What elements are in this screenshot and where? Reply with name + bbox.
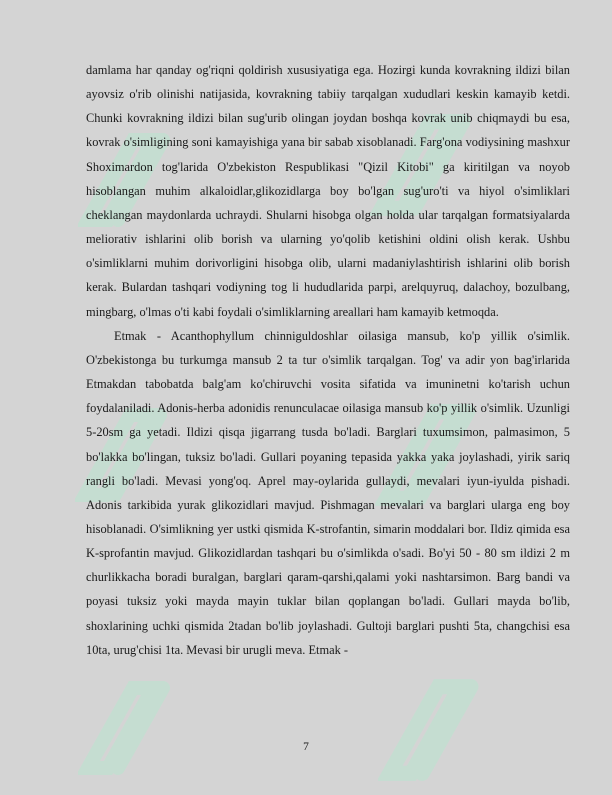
watermark-logo-icon	[78, 668, 178, 788]
paragraph: Etmak - Acanthophyllum chinniguldoshlar oilasiga mansub, ko'p yillik o'simlik. O'zbekistonga bu turkumga mansub 2 ta tur o'simlik tarqalgan. Tog' va adir yon bag'irlarida Etmakdan tabobatda balg'am ko'chiruvchi vosita sifatida va imuninetni ko'tarish uchun foydalaniladi. Adonis-herba adonidis renunculacae oilasiga mansub ko'p yillik o'simlik. Uzunligi 5-20sm ga yetadi. Ildizi qisqa jigarrang tusda bo'ladi. Barglari tuxumsimon, palmasimon, 5 bo'lakka bo'lingan, tuksiz bo'ladi. Gullari poyaning tepasida yakka yaka joylashadi, yirik sariq rangli bo'ladi. Mevasi yong'oq. Aprel may-oylarida gullaydi, mevalari iyun-iyulda pishadi. Adonis tarkibida yurak glikozidlari mavjud. Pishmagan mevalari va barglari ularga eng boy hisoblanadi. O'simlikning yer ustki qismida K-strofantin, simarin moddalari bor. Ildiz qimida esa K-sprofantin mavjud. Glikozidlardan tashqari bu o'simlikda o'sadi. Bo'yi 50 - 80 sm ildizi 2 m churlikkacha boradi buralgan, barglari qaram-qarshi,qalami yoki nashtarsimon. Barg bandi va poyasi tuksiz yoki mayda mayin tuklar bilan qoplangan bo'ladi. Gullari mayda bo'lib, shoxlarining uchki qismida 2tadan bo'lib joylashadi. Gultoji barglari pushti 5ta, changchisi esa 10ta, urug'chisi 1ta. Mevasi bir urugli meva. Etmak -	[86, 328, 570, 657]
page-number: 7	[303, 741, 309, 753]
paragraph: damlama har qanday og'riqni qoldirish xususiyatiga ega. Hozirgi kunda kovrakning ildizi bilan ayovsiz o'rib olinishi natijasida, kovrakning tabiiy tarqalgan xududlari keskin kamayib ketdi. Chunki kovrakning ildizi bilan sug'urib olingan joydan boshqa kovrak unib chiqmaydi bu esa, kovrak o'simligining soni kamayishiga yana bir sabab xisoblanadi. Farg'ona vodiysining mashxur Shoximardon tog'larida O'zbekiston Respublikasi "Qizil Kitobi" ga kiritilgan va noyob hisoblangan muhim alkaloidlar,glikozidlarga boy bo'lgan sug'uro'ti va hiyol o'simliklari cheklangan maydonlarda uchraydi. Shularni hisobga olgan holda ular tarqalgan formatsiyalarda meliorativ ishlarini olib borish va ularning yo'qolib ketishini oldini olish kerak. Ushbu o'simliklarni muhim dorivorligini hisobga olib, ularni madaniylashtirish ishlarini olib borish kerak. Bulardan tashqari vodiyning tog li hududlarida parpi, arelquyruq, dalachoy, bozulbang, mingbarg, o'lmas o'ti kabi foydali o'simliklarning areallari ham kamayib ketmoqda.	[86, 63, 570, 319]
watermark-logo-icon	[378, 665, 488, 795]
page-body	[86, 58, 570, 662]
